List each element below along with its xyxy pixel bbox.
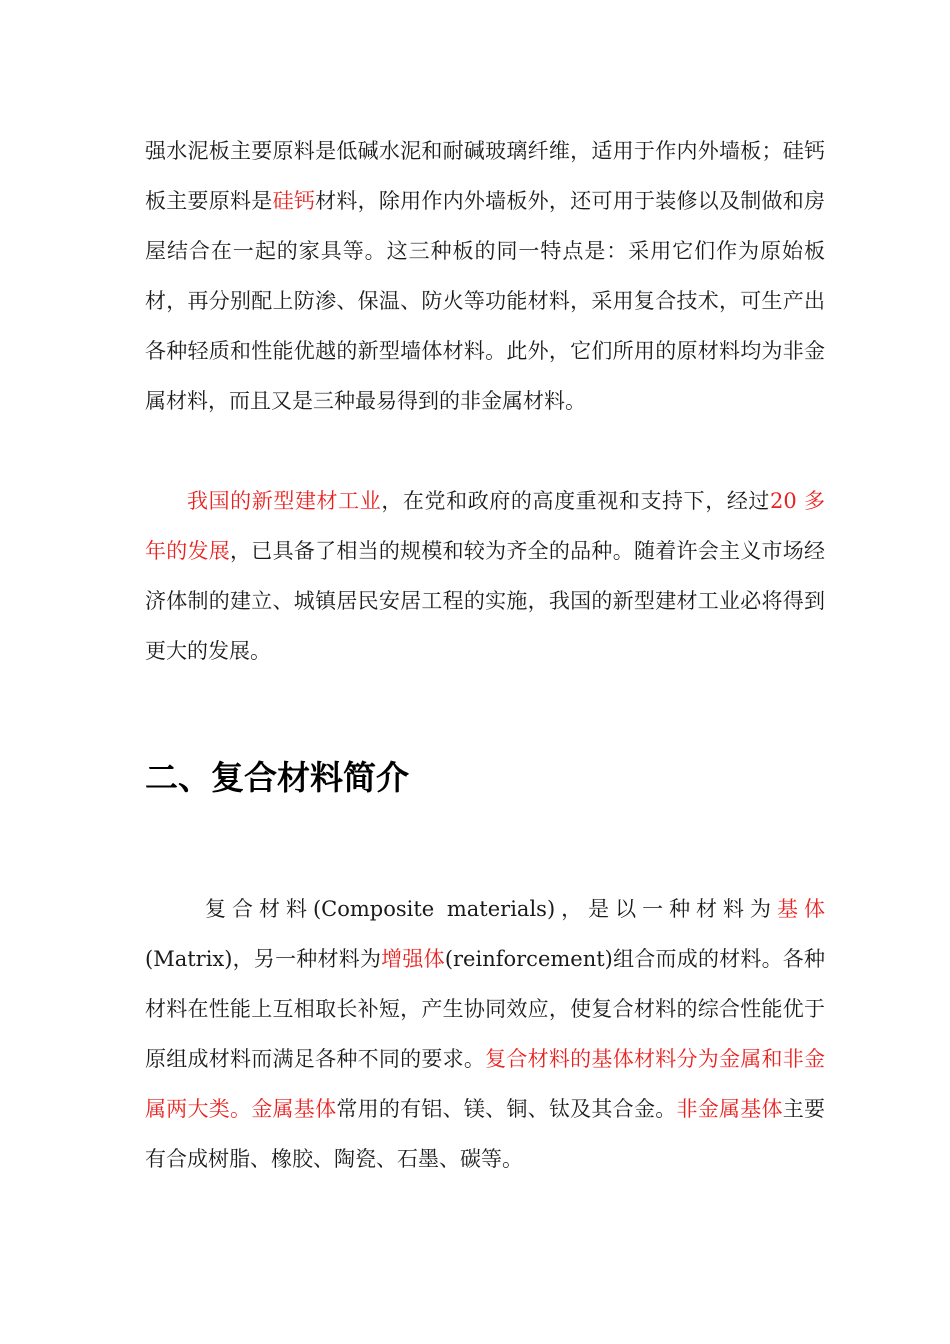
text-run: ，已具备了相当的规模和较为齐全的品种。随着许会主义市场经济体制的建立、城镇居民安居工程的实施，我国的新型建材工业必将得到更大的发展。 (145, 539, 826, 663)
highlight-matrix-categories: 复合材料的基体材料分为金属和非金属两大类。金属基体 (145, 1047, 826, 1121)
text-run: 材料，除用作内外墙板外，还可用于装修以及制做和房屋结合在一起的家具等。这三种板的同一特点是：采用它们作为原始板材，再分别配上防渗、保温、防火等功能材料，采用复合技术，可生产出各种轻质和性能优越的新型墙体材料。此外，它们所用的原材料均为非金属材料，而且又是三种最易得到的非金属材料。 (145, 189, 826, 413)
highlight-reinforcement: 增强体 (381, 947, 445, 971)
paragraph-building-industry (145, 476, 825, 676)
text-run: 复合材料(Composite materials)，是以一种材料为 (205, 897, 778, 921)
paragraph-board-materials (145, 126, 825, 426)
highlight-silicon-calcium: 硅钙 (272, 189, 316, 213)
highlight-matrix: 基体 (777, 897, 826, 921)
text-run: 主要有合成树脂、橡胶、陶瓷、石墨、碳等。 (145, 1097, 826, 1171)
highlight-20-years: 20 多年的发展 (145, 489, 826, 563)
highlight-new-building-industry: 我国的新型建材工业 (187, 489, 382, 513)
paragraph-composite-intro (145, 884, 825, 1184)
text-run: 强水泥板主要原料是低碱水泥和耐碱玻璃纤维，适用于作内外墙板；硅钙板主要原料是 (145, 139, 825, 213)
section-heading: 二、复合材料简介 (145, 758, 409, 797)
text-run: ，在党和政府的高度重视和支持下，经过 (381, 489, 771, 513)
text-run: 常用的有铝、镁、铜、钛及其合金。 (336, 1097, 677, 1121)
text-run: (reinforcement)组合而成的材料。各种材料在性能上互相取长补短，产生协同效应，使复合材料的综合性能优于原组成材料而满足各种不同的要求。 (145, 947, 826, 1071)
text-run: (Matrix)，另一种材料为 (145, 947, 382, 971)
highlight-nonmetal-matrix: 非金属基体 (676, 1097, 783, 1121)
